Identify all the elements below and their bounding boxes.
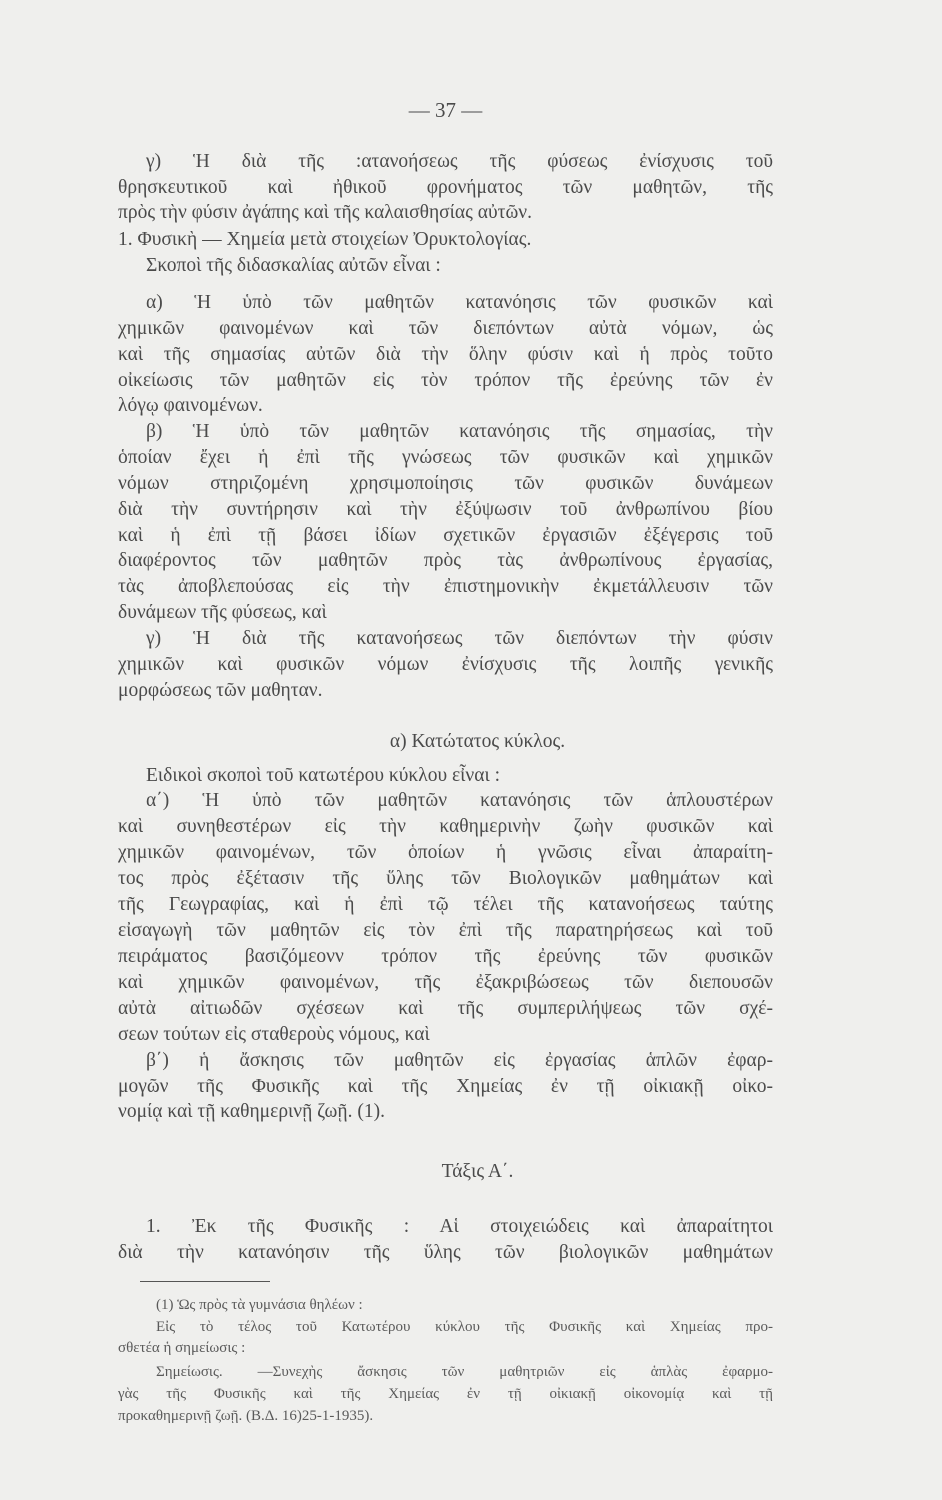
text-line: μογῶν τῆς Φυσικῆς καὶ τῆς Χημείας ἐν τῇ οἰκιακῇ οἰκο- [118,1076,773,1097]
text-line: Ειδικοὶ σκοποὶ τοῦ κατωτέρου κύκλου εἶναι : [146,765,500,786]
text-line: καὶ συνηθεστέρων εἰς τὴν καθημερινὴν ζωὴν φυσικῶν καὶ [118,816,773,837]
text-line: διὰ τὴν κατανόησιν τῆς ὕλης τῶν βιολογικῶν μαθημάτων [118,1242,773,1263]
text-line: δυνάμεων τῆς φύσεως, καὶ [118,602,327,623]
text-line: καὶ ἡ ἐπὶ τῇ βάσει ἰδίων σχετικῶν ἐργασιῶν ἐξέγερσις τοῦ [118,525,773,546]
text-line: Σκοποὶ τῆς διδασκαλίας αὐτῶν εἶναι : [146,255,441,276]
footnote-line: Σημείωσις. —Συνεχὴς ἄσκησις τῶν μαθητριῶν εἰς ἁπλὰς ἐφαρμο- [156,1364,773,1380]
text-line: λόγῳ φαινομένων. [118,395,263,416]
text-line: β) Ἡ ὑπὸ τῶν μαθητῶν κατανόησις τῆς σημασίας, τὴν [146,421,773,442]
section-heading: 1. Φυσικὴ — Χημεία μετὰ στοιχείων Ὀρυκτολογίας. [118,229,532,250]
text-line: τῆς Γεωγραφίας, καὶ ἡ ἐπὶ τῷ τέλει τῆς κατανοήσεως ταύτης [118,894,773,915]
text-line: πειράματος βασιζόμεονν τρόπον τῆς ἐρεύνης τῶν φυσικῶν [118,946,773,967]
page-number: — 37 — [408,98,483,122]
text-line: καὶ χημικῶν φαινομένων, τῆς ἐξακριβώσεως τῶν διεπουσῶν [118,972,773,993]
text-line: α) Ἡ ὑπὸ τῶν μαθητῶν κατανόησις τῶν φυσικῶν καὶ [146,292,773,313]
text-line: τος πρὸς ἐξέτασιν τῆς ὕλης τῶν Βιολογικῶν μαθημάτων καὶ [118,868,773,889]
footnote-line: γὰς τῆς Φυσικῆς καὶ τῆς Χημείας ἐν τῇ οἰκιακῇ οἰκονομίᾳ καὶ τῇ [118,1386,773,1402]
text-line: 1. Ἐκ τῆς Φυσικῆς : Αἱ στοιχειώδεις καὶ ἀπαραίτητοι [146,1216,773,1237]
subsection-heading: α) Κατώτατος κύκλος. [389,731,566,752]
text-line: πρὸς τὴν φύσιν ἀγάπης καὶ τῆς καλαισθησίας αὐτῶν. [118,202,532,223]
text-line: νομίᾳ καὶ τῇ καθημερινῇ ζωῇ. (1). [118,1101,385,1122]
footnote-line: σθετέα ἡ σημείωσις : [118,1340,246,1356]
footnote-line: (1) Ὡς πρὸς τὰ γυμνάσια θηλέων : [156,1297,363,1313]
text-line: γ) Ἡ διὰ τῆς :ατανοήσεως τῆς φύσεως ἐνίσχυσις τοῦ [146,151,773,172]
text-line: τὰς ἀποβλεπούσας εἰς τὴν ἐπιστημονικὴν ἐκμετάλλευσιν τῶν [118,576,773,597]
text-line: ὁποίαν ἔχει ἡ ἐπὶ τῆς γνώσεως τῶν φυσικῶν καὶ χημικῶν [118,447,773,468]
text-line: μορφώσεως τῶν μαθηταν. [118,680,323,701]
text-line: χημικῶν φαινομένων καὶ τῶν διεπόντων αὐτὰ νόμων, ὡς [118,318,773,339]
text-line: σεων τούτων εἰς σταθεροὺς νόμους, καὶ [118,1024,430,1045]
class-heading: Τάξις Α΄. [441,1161,514,1182]
text-line: διὰ τὴν συντήρησιν καὶ τὴν ἐξύψωσιν τοῦ ἀνθρωπίνου βίου [118,499,773,520]
footnote-line: Εἰς τὸ τέλος τοῦ Κατωτέρου κύκλου τῆς Φυσικῆς καὶ Χημείας προ- [156,1319,773,1335]
footnote-divider [140,1281,270,1282]
text-line: αὐτὰ αἰτιωδῶν σχέσεων καὶ τῆς συμπεριλήψεως τῶν σχέ- [118,998,773,1019]
text-line: β΄) ἡ ἄσκησις τῶν μαθητῶν εἰς ἐργασίας ἁπλῶν ἐφαρ- [146,1050,773,1071]
text-line: α΄) Ἡ ὑπὸ τῶν μαθητῶν κατανόησις τῶν ἁπλουστέρων [146,790,773,811]
text-line: νόμων στηριζομένη χρησιμοποίησις τῶν φυσικῶν δυνάμεων [118,473,773,494]
text-line: χημικῶν καὶ φυσικῶν νόμων ἐνίσχυσις τῆς λοιπῆς γενικῆς [118,654,773,675]
text-line: καὶ τῆς σημασίας αὐτῶν διὰ τὴν ὅλην φύσιν καὶ ἡ πρὸς τοῦτο [118,344,773,365]
text-line: γ) Ἡ διὰ τῆς κατανοήσεως τῶν διεπόντων τὴν φύσιν [146,628,773,649]
text-line: θρησκευτικοῦ καὶ ἠθικοῦ φρονήματος τῶν μαθητῶν, τῆς [118,177,773,198]
text-line: εἰσαγωγὴ τῶν μαθητῶν εἰς τὸν ἐπὶ τῆς παρατηρήσεως καὶ τοῦ [118,920,773,941]
text-line: διαφέροντος τῶν μαθητῶν πρὸς τὰς ἀνθρωπίνους ἐργασίας, [118,550,773,571]
footnote-line: προκαθημερινῇ ζωῇ. (Β.Δ. 16)25-1-1935). [118,1408,374,1424]
text-line: χημικῶν φαινομένων, τῶν ὁποίων ἡ γνῶσις εἶναι ἀπαραίτη- [118,842,773,863]
text-line: οἰκείωσις τῶν μαθητῶν εἰς τὸν τρόπον τῆς ἐρεύνης τῶν ἐν [118,370,773,391]
